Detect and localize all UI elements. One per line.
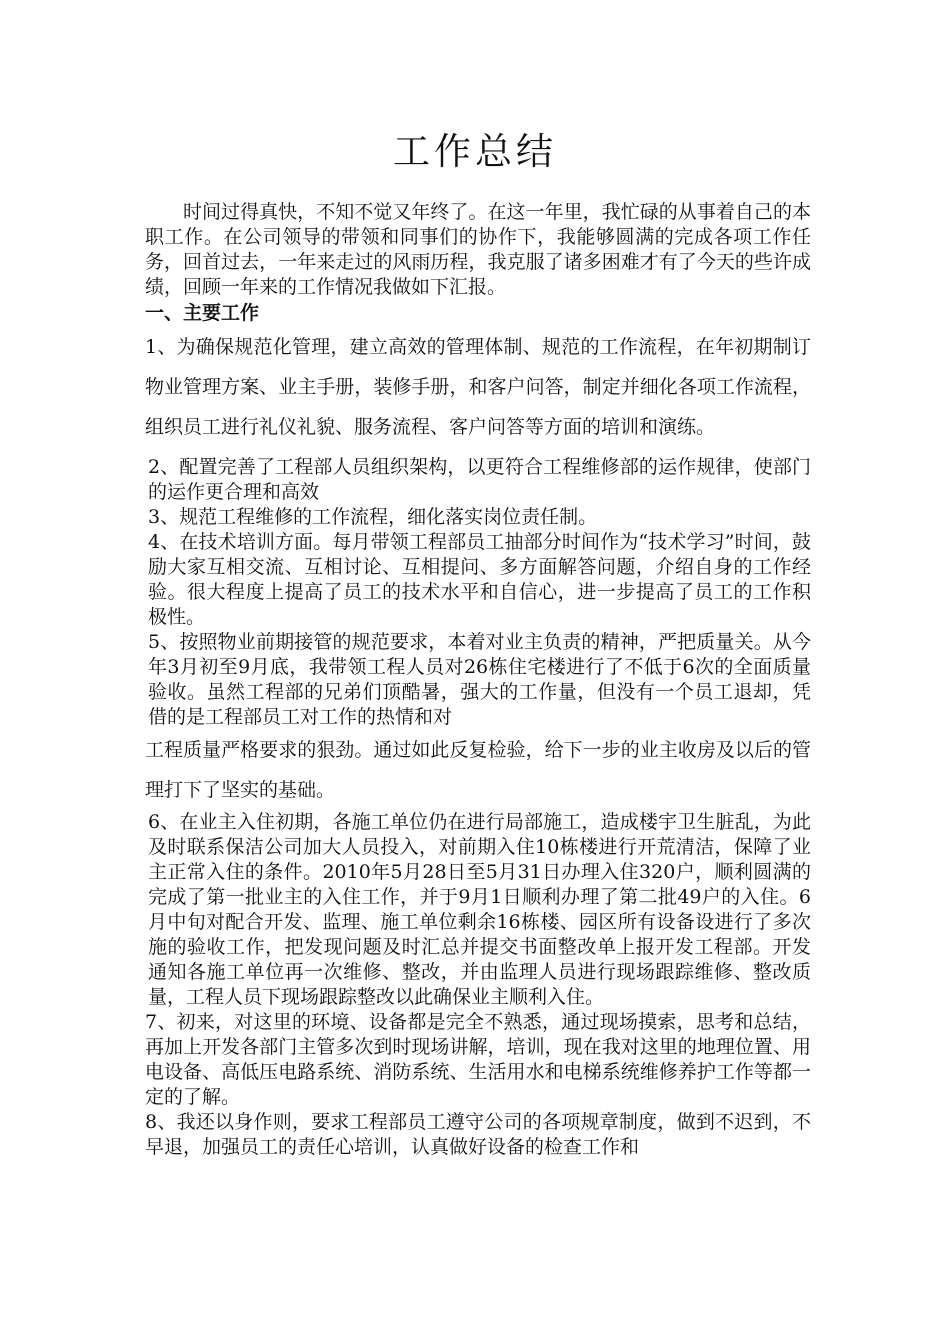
item-6: 6、在业主入住初期，各施工单位仍在进行局部施工，造成楼宇卫生脏乱，为此及时联系保洁公司加大人员投入，对前期入住10栋楼进行开荒清洁，保障了业主正常入住的条件。2010年5月28日至5月31日办理入住320户，顺利圆满的完成了第一批业主的入住工作，并于9月1日顺利办理了第二批49户的入住。6月中旬对配合开发、监理、施工单位剩余16栋楼、园区所有设备设进行了多次施的验收工作，把发现问题及时汇总并提交书面整改单上报开发工程部。开发通知各施工单位再一次维修、整改，并由监理人员进行现场跟踪维修、整改质量，工程人员下现场跟踪整改以此确保业主顺利入住。 — [148, 811, 811, 1008]
document-title: 工作总结 — [393, 130, 557, 173]
intro-paragraph: 时间过得真快，不知不觉又年终了。在这一年里，我忙碌的从事着自己的本职工作。在公司领导的带领和同事们的协作下，我能够圆满的完成各项工作任务，回首过去，一年来走过的风雨历程，我克服了诸多困难才有了今天的些许成绩，回顾一年来的工作情况我做如下汇报。 — [145, 201, 811, 298]
section-heading: 一、主要工作 — [145, 302, 260, 324]
document-body — [145, 200, 811, 1160]
item-4: 4、在技术培训方面。每月带领工程部员工抽部分时间作为“技术学习”时间，鼓励大家互相交流、互相讨论、互相提问、多方面解答问题，介绍自身的工作经验。很大程度上提高了员工的技术水平和自信心，进一步提高了员工的工作积极性。 — [148, 531, 811, 628]
item-8: 8、我还以身作则，要求工程部员工遵守公司的各项规章制度，做到不迟到，不早退，加强员工的责任心培训，认真做好设备的检查工作和 — [145, 1111, 811, 1158]
item-3: 3、规范工程维修的工作流程，细化落实岗位责任制。 — [148, 506, 598, 528]
item-5: 5、按照物业前期接管的规范要求，本着对业主负责的精神，严把质量关。从今年3月初至9月底，我带领工程人员对26栋住宅楼进行了不低于6次的全面质量验收。虽然工程部的兄弟们顶酷暑，强大的工作量，但没有一个员工退却，凭借的是工程部员工对工作的热情和对 — [148, 631, 811, 728]
item-1: 1、为确保规范化管理，建立高效的管理体制、规范的工作流程，在年初期制订物业管理方案、业主手册，装修手册，和客户问答，制定并细化各项工作流程，组织员工进行礼仪礼貌、服务流程、客户问答等方面的培训和演练。 — [145, 336, 811, 438]
item-7: 7、初来，对这里的环境、设备都是完全不熟悉，通过现场摸索，思考和总结，再加上开发各部门主管多次到时现场讲解，培训，现在我对这里的地理位置、用电设备、高低压电路系统、消防系统、生活用水和电梯系统维修养护工作等都一定的了解。 — [145, 1011, 811, 1108]
item-5-continued: 工程质量严格要求的狠劲。通过如此反复检验，给下一步的业主收房及以后的管理打下了坚实的基础。 — [145, 739, 811, 801]
item-2: 2、配置完善了工程部人员组织架构，以更符合工程维修部的运作规律，使部门的运作更合理和高效 — [148, 456, 811, 503]
